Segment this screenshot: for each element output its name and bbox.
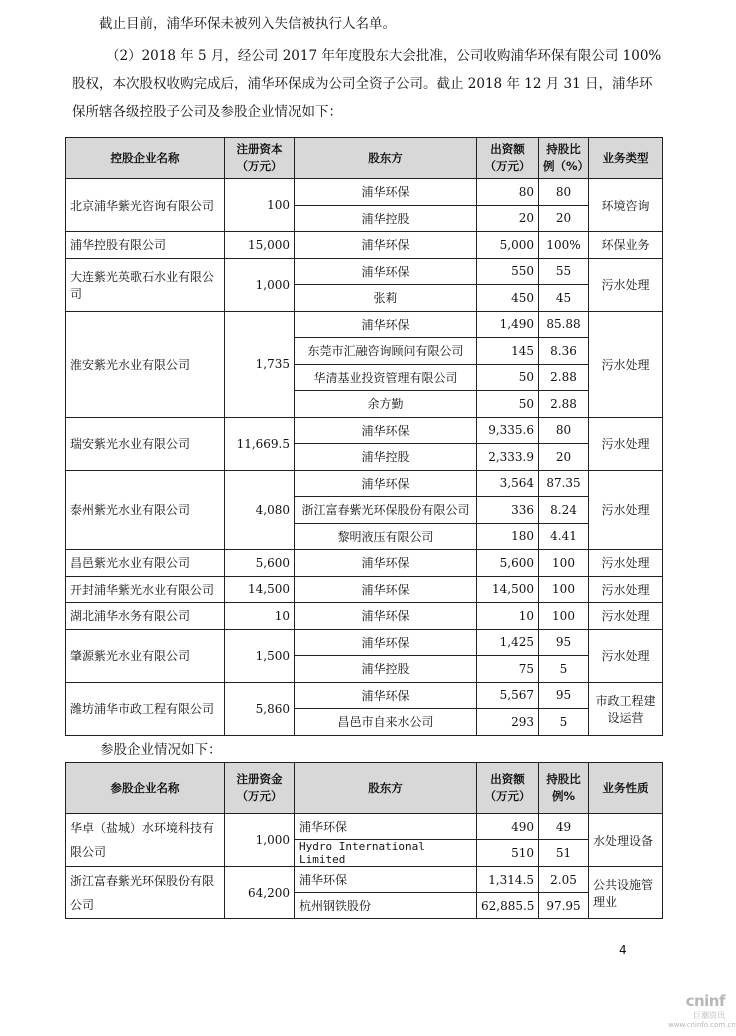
- share-ratio-cell: 95: [539, 629, 589, 656]
- shareholder-cell: 黎明液压有限公司: [295, 523, 477, 550]
- header-share-ratio: 持股比例%: [539, 763, 589, 814]
- shareholder-cell: 浦华环保: [295, 258, 477, 285]
- shareholder-cell: 浦华控股: [295, 656, 477, 683]
- contribution-cell: 80: [477, 179, 539, 206]
- contribution-cell: 62,885.5: [477, 893, 539, 919]
- header-contribution: 出资额（万元）: [477, 138, 539, 179]
- company-name-cell: 大连紫光英歌石水业有限公司: [66, 258, 225, 311]
- header-shareholder: 股东方: [295, 763, 477, 814]
- business-type-cell: 环境咨询: [589, 179, 663, 232]
- contribution-cell: 5,000: [477, 232, 539, 259]
- shareholder-cell: 浦华环保: [295, 179, 477, 206]
- table-row: [66, 576, 663, 603]
- table-row: [66, 232, 663, 259]
- company-name-cell: 浙江富春紫光环保股份有限公司: [66, 867, 225, 919]
- page-number: 4: [619, 943, 627, 957]
- company-name-cell: 北京浦华紫光咨询有限公司: [66, 179, 225, 232]
- paragraph-participating: 参股企业情况如下：: [100, 742, 222, 758]
- shareholder-cell: 浦华环保: [295, 417, 477, 444]
- registered-capital-cell: 100: [225, 179, 295, 232]
- shareholder-cell: 浦华控股: [295, 444, 477, 471]
- share-ratio-cell: 80: [539, 417, 589, 444]
- table-row: [66, 470, 663, 497]
- watermark: [668, 992, 736, 1029]
- share-ratio-cell: 87.35: [539, 470, 589, 497]
- share-ratio-cell: 100%: [539, 232, 589, 259]
- header-share-ratio: 持股比例（%）: [539, 138, 589, 179]
- table-row: [66, 417, 663, 444]
- share-ratio-cell: 4.41: [539, 523, 589, 550]
- contribution-cell: 9,335.6: [477, 417, 539, 444]
- registered-capital-cell: 64,200: [225, 867, 295, 919]
- company-name-cell: 湖北浦华水务有限公司: [66, 603, 225, 630]
- share-ratio-cell: 80: [539, 179, 589, 206]
- business-type-cell: 公共设施管理业: [589, 867, 663, 919]
- share-ratio-cell: 51: [539, 840, 589, 867]
- shareholder-cell: 浦华环保: [295, 867, 477, 893]
- registered-capital-cell: 14,500: [225, 576, 295, 603]
- business-type-cell: 水处理设备: [589, 814, 663, 867]
- share-ratio-cell: 100: [539, 603, 589, 630]
- company-name-cell: 浦华控股有限公司: [66, 232, 225, 259]
- header-contribution: 出资额（万元）: [477, 763, 539, 814]
- shareholder-cell: 华清基业投资管理有限公司: [295, 364, 477, 391]
- contribution-cell: 1,490: [477, 311, 539, 338]
- table-row: [66, 311, 663, 338]
- share-ratio-cell: 55: [539, 258, 589, 285]
- business-type-cell: 环保业务: [589, 232, 663, 259]
- shareholder-cell: 余方勤: [295, 391, 477, 418]
- share-ratio-cell: 85.88: [539, 311, 589, 338]
- table-row: [66, 814, 663, 840]
- share-ratio-cell: 100: [539, 550, 589, 577]
- company-name-cell: 泰州紫光水业有限公司: [66, 470, 225, 550]
- contribution-cell: 5,567: [477, 682, 539, 709]
- business-type-cell: 污水处理: [589, 603, 663, 630]
- contribution-cell: 336: [477, 497, 539, 524]
- company-name-cell: 潍坊浦华市政工程有限公司: [66, 682, 225, 735]
- contribution-cell: 450: [477, 285, 539, 312]
- contribution-cell: 50: [477, 391, 539, 418]
- share-ratio-cell: 45: [539, 285, 589, 312]
- header-company-name: 参股企业名称: [66, 763, 225, 814]
- shareholder-cell: 浦华环保: [295, 550, 477, 577]
- company-name-cell: 昌邑紫光水业有限公司: [66, 550, 225, 577]
- shareholder-cell: 浦华环保: [295, 576, 477, 603]
- contribution-cell: 550: [477, 258, 539, 285]
- table-row: [66, 258, 663, 285]
- table-row: [66, 550, 663, 577]
- shareholder-cell: 浦华环保: [295, 682, 477, 709]
- header-registered-capital: 注册资金（万元）: [225, 763, 295, 814]
- share-ratio-cell: 2.05: [539, 867, 589, 893]
- contribution-cell: 1,314.5: [477, 867, 539, 893]
- share-ratio-cell: 97.95: [539, 893, 589, 919]
- contribution-cell: 1,425: [477, 629, 539, 656]
- watermark-url: www.cninfo.com.cn: [668, 1021, 736, 1029]
- company-name-cell: 开封浦华紫光水业有限公司: [66, 576, 225, 603]
- contribution-cell: 10: [477, 603, 539, 630]
- shareholder-cell: 浦华环保: [295, 629, 477, 656]
- business-type-cell: 市政工程建设运营: [589, 682, 663, 735]
- contribution-cell: 20: [477, 205, 539, 232]
- header-business-type: 业务类型: [589, 138, 663, 179]
- contribution-cell: 490: [477, 814, 539, 840]
- shareholder-cell: 东莞市汇融咨询顾问有限公司: [295, 338, 477, 365]
- contribution-cell: 14,500: [477, 576, 539, 603]
- header-shareholder: 股东方: [295, 138, 477, 179]
- contribution-cell: 293: [477, 709, 539, 736]
- shareholder-cell: 浦华环保: [295, 603, 477, 630]
- shareholder-cell: 浦华环保: [295, 470, 477, 497]
- business-type-cell: 污水处理: [589, 311, 663, 417]
- company-name-cell: 华卓（盐城）水环境科技有限公司: [66, 814, 225, 867]
- business-type-cell: 污水处理: [589, 470, 663, 550]
- share-ratio-cell: 20: [539, 205, 589, 232]
- business-type-cell: 污水处理: [589, 576, 663, 603]
- registered-capital-cell: 1,735: [225, 311, 295, 417]
- shareholder-cell: 浙江富春紫光环保股份有限公司: [295, 497, 477, 524]
- registered-capital-cell: 1,500: [225, 629, 295, 682]
- business-type-cell: 污水处理: [589, 417, 663, 470]
- table-row: [66, 603, 663, 630]
- shareholder-cell: 浦华环保: [295, 311, 477, 338]
- share-ratio-cell: 2.88: [539, 364, 589, 391]
- registered-capital-cell: 10: [225, 603, 295, 630]
- registered-capital-cell: 11,669.5: [225, 417, 295, 470]
- contribution-cell: 2,333.9: [477, 444, 539, 471]
- shareholder-cell: 杭州钢铁股份: [295, 893, 477, 919]
- share-ratio-cell: 2.88: [539, 391, 589, 418]
- share-ratio-cell: 100: [539, 576, 589, 603]
- shareholder-cell: 张莉: [295, 285, 477, 312]
- contribution-cell: 75: [477, 656, 539, 683]
- share-ratio-cell: 49: [539, 814, 589, 840]
- company-name-cell: 淮安紫光水业有限公司: [66, 311, 225, 417]
- contribution-cell: 3,564: [477, 470, 539, 497]
- contribution-cell: 50: [477, 364, 539, 391]
- shareholder-cell: 昌邑市自来水公司: [295, 709, 477, 736]
- registered-capital-cell: 1,000: [225, 814, 295, 867]
- paragraph-acquisition: （2）2018 年 5 月，经公司 2017 年年度股东大会批准，公司收购浦华环保有限公司 100%股权，本次股权收购完成后，浦华环保成为公司全资子公司。截止 2018 年 12 月 31 日，浦华环保所辖各级控股子公司及参股企业情况如下：: [72, 48, 662, 120]
- business-type-cell: 污水处理: [589, 550, 663, 577]
- participating-companies-table: [65, 762, 663, 919]
- table-row: [66, 179, 663, 206]
- header-company-name: 控股企业名称: [66, 138, 225, 179]
- contribution-cell: 510: [477, 840, 539, 867]
- header-business-nature: 业务性质: [589, 763, 663, 814]
- shareholder-cell: 浦华控股: [295, 205, 477, 232]
- registered-capital-cell: 15,000: [225, 232, 295, 259]
- holding-companies-table: [65, 137, 663, 736]
- registered-capital-cell: 5,600: [225, 550, 295, 577]
- table-row: [66, 629, 663, 656]
- share-ratio-cell: 5: [539, 709, 589, 736]
- business-type-cell: 污水处理: [589, 629, 663, 682]
- table-row: [66, 682, 663, 709]
- company-name-cell: 瑞安紫光水业有限公司: [66, 417, 225, 470]
- header-registered-capital: 注册资本（万元）: [225, 138, 295, 179]
- share-ratio-cell: 20: [539, 444, 589, 471]
- shareholder-cell: Hydro International Limited: [295, 840, 477, 867]
- contribution-cell: 145: [477, 338, 539, 365]
- table-header-row: [66, 138, 663, 179]
- company-name-cell: 肇源紫光水业有限公司: [66, 629, 225, 682]
- table-row: [66, 867, 663, 893]
- registered-capital-cell: 1,000: [225, 258, 295, 311]
- paragraph-status: 截止目前，浦华环保未被列入失信被执行人名单。: [99, 16, 396, 32]
- share-ratio-cell: 5: [539, 656, 589, 683]
- share-ratio-cell: 95: [539, 682, 589, 709]
- contribution-cell: 180: [477, 523, 539, 550]
- business-type-cell: 污水处理: [589, 258, 663, 311]
- shareholder-cell: 浦华环保: [295, 232, 477, 259]
- registered-capital-cell: 4,080: [225, 470, 295, 550]
- watermark-cn: 巨潮资讯: [693, 1011, 725, 1020]
- share-ratio-cell: 8.24: [539, 497, 589, 524]
- contribution-cell: 5,600: [477, 550, 539, 577]
- share-ratio-cell: 8.36: [539, 338, 589, 365]
- registered-capital-cell: 5,860: [225, 682, 295, 735]
- table-header-row: [66, 763, 663, 814]
- watermark-logo: cninf: [685, 992, 725, 1010]
- shareholder-cell: 浦华环保: [295, 814, 477, 840]
